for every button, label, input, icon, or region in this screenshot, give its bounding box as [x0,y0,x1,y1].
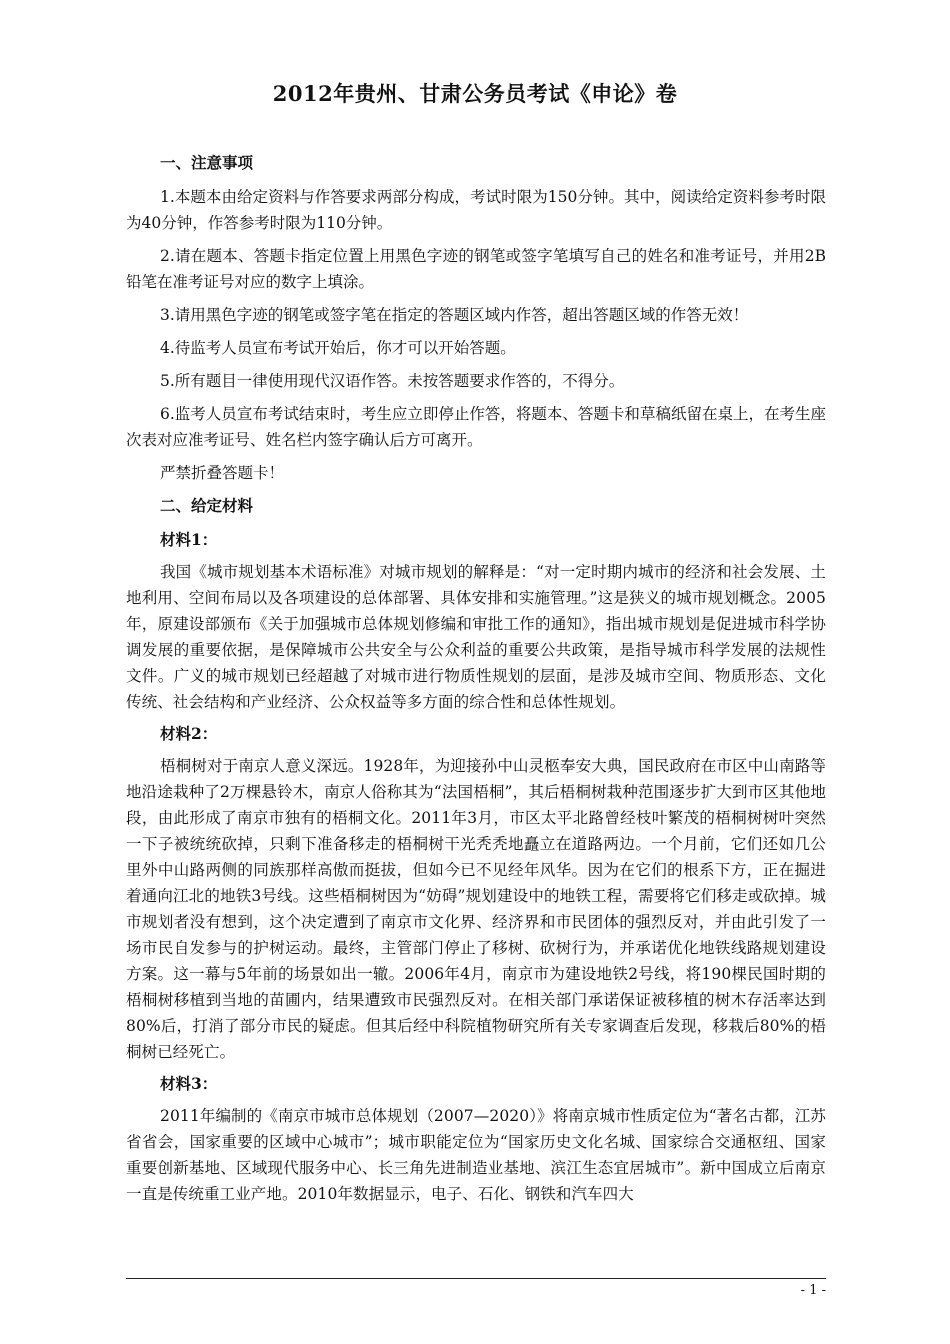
document-title: 2012年贵州、甘肃公务员考试《申论》卷 [272,81,678,106]
section-heading-notes: 一、注意事项 [160,153,254,172]
note-item: 3.请用黑色字迹的钢笔或签字笔在指定的答题区域内作答，超出答题区域的作答无效！ [160,306,749,324]
material-3-label: 材料3： [160,1074,218,1093]
material-1-text: 我国《城市规划基本术语标准》对城市规划的解释是：“对一定时期内城市的经济和社会发展、土地利用、空间布局以及各项建设的总体部署、具体安排和实施管理。”这是狭义的城市规划概念。2005年，原建设部颁布《关于加强城市总体规划修编和审批工作的通知》，指出城市规划是促进城市科学协调发展的重要依据，是保障城市公共安全与公众利益的重要公共政策，是指导城市科学发展的法规性文件。广义的城市规划已经超越了对城市进行物质性规划的层面，是涉及城市空间、物质形态、文化传统、社会结构和产业经济、公众权益等多方面的综合性和总体性规划。 [126,563,826,711]
page-number: - 1 - [800,1283,826,1298]
note-item: 6.监考人员宣布考试结束时，考生应立即停止作答，将题本、答题卡和草稿纸留在桌上，在考生座次表对应准考证号、姓名栏内签字确认后方可离开。 [126,405,826,449]
footer-rule [126,1278,826,1279]
warning-text: 严禁折叠答题卡！ [160,464,285,482]
material-1-label: 材料1： [160,530,218,549]
material-3-text: 2011年编制的《南京市城市总体规划（2007—2020）》将南京城市性质定位为“著名古都，江苏省省会，国家重要的区域中心城市”；城市职能定位为“国家历史文化名城、国家综合交通枢纽、国家重要创新基地、区域现代服务中心、长三角先进制造业基地、滨江生态宜居城市”。新中国成立后南京一直是传统重工业产地。2010年数据显示，电子、石化、钢铁和汽车四大 [126,1107,826,1203]
note-item: 5.所有题目一律使用现代汉语作答。未按答题要求作答的，不得分。 [160,372,625,390]
material-2-text: 梧桐树对于南京人意义深远。1928年，为迎接孙中山灵柩奉安大典，国民政府在市区中山南路等地沿途栽种了2万棵悬铃木，南京人俗称其为“法国梧桐”，其后梧桐树栽种范围逐步扩大到市区其他地段，由此形成了南京市独有的梧桐文化。2011年3月，市区太平北路曾经枝叶繁茂的梧桐树树叶突然一下子被统统砍掉，只剩下准备移走的梧桐树干光秃秃地矗立在道路两边。一个月前，它们还如几公里外中山路两侧的同族那样高傲而挺拔，但如今已不见经年风华。因为在它们的根系下方，正在掘进着通向江北的地铁3号线。这些梧桐树因为“妨碍”规划建设中的地铁工程，需要将它们移走或砍掉。城市规划者没有想到，这个决定遭到了南京市文化界、经济界和市民团体的强烈反对，并由此引发了一场市民自发参与的护树运动。最终，主管部门停止了移树、砍树行为，并承诺优化地铁线路规划建设方案。这一幕与5年前的场景如出一辙。2006年4月，南京市为建设地铁2号线，将190棵民国时期的梧桐树移植到当地的苗圃内，结果遭致市民强烈反对。在相关部门承诺保证被移植的树木存活率达到80%后，打消了部分市民的疑虑。但其后经中科院植物研究所有关专家调查后发现，移栽后80%的梧桐树已经死亡。 [126,757,827,1061]
document-body [126,150,826,1213]
note-item: 1.本题本由给定资料与作答要求两部分构成，考试时限为150分钟。其中，阅读给定资料参考时限为40分钟，作答参考时限为110分钟。 [126,188,826,232]
note-item: 2.请在题本、答题卡指定位置上用黑色字迹的钢笔或签字笔填写自己的姓名和准考证号，并用2B铅笔在准考证号对应的数字上填涂。 [126,247,826,291]
note-item: 4.待监考人员宣布考试开始后，你才可以开始答题。 [160,339,516,357]
material-2-label: 材料2： [160,724,218,743]
section-heading-materials: 二、给定材料 [160,496,254,515]
